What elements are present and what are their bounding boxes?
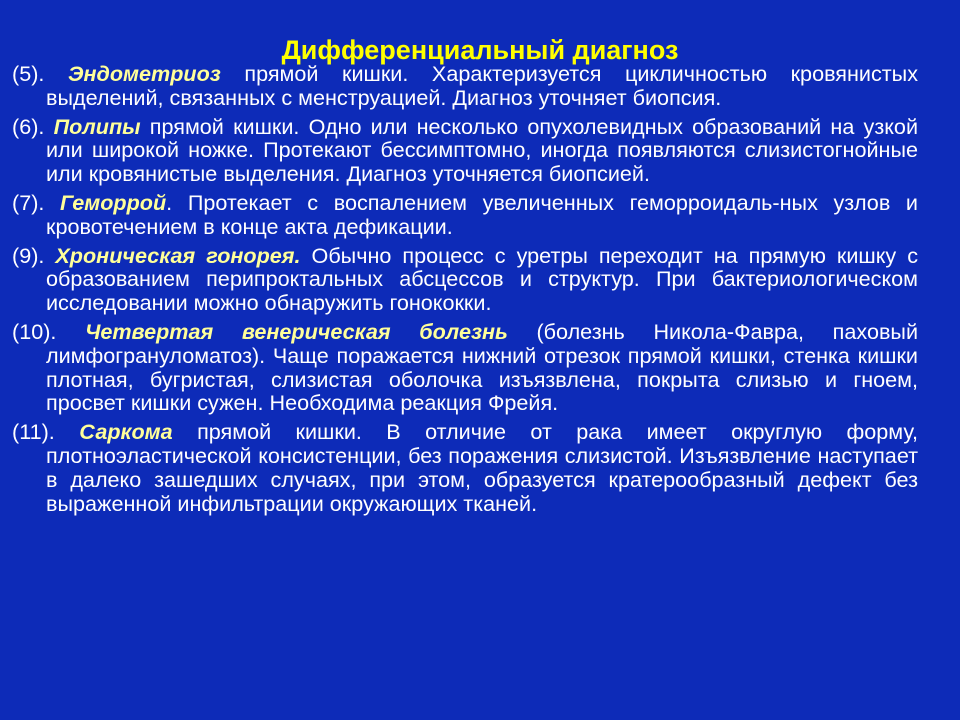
item-term: Геморрой	[60, 189, 167, 215]
item-term: Саркома	[79, 419, 173, 445]
item-text: прямой кишки. В отличие от рака имеет округлую форму, плотноэластической консистенции, без поражения слизистой. Изъязвление наступает в далеко зашедших случаях, при этом, образуется кратерообразный дефект без выраженной инфильтрации окружающих тканей.	[46, 419, 918, 516]
item-number: (11).	[12, 419, 55, 445]
item-number: (5).	[12, 61, 45, 86]
item-text: прямой кишки. Характеризуется цикличностью кровянистых выделений, связанных с менструацией. Диагноз уточняет биопсия.	[46, 61, 918, 110]
item-term: Хроническая гонорея.	[55, 242, 301, 268]
list-item-polyps	[12, 115, 918, 186]
list-item-fourth-venereal	[12, 320, 918, 415]
list-item-gonorrhea	[12, 244, 918, 315]
item-text: Обычно процесс с уретры переходит на прямую кишку с образованием перипроктальных абсцессов и структур. При бактериологическом исследовании можно обнаружить гонококки.	[46, 242, 918, 316]
slide-content	[12, 62, 918, 520]
item-term: Четвертая венерическая болезнь	[85, 318, 508, 344]
item-text: . Протекает с воспалением увеличенных геморроидаль-ных узлов и кровотечением в конце акта дефикации.	[46, 189, 918, 239]
list-item-hemorrhoids	[12, 191, 918, 239]
item-number: (9).	[12, 242, 45, 268]
item-text: прямой кишки. Одно или несколько опухолевидных образований на узкой или широкой ножке. Протекают бессимптомно, иногда появляются слизистогнойные или кровянистые выделения. Диагноз уточняется биопсией.	[46, 113, 919, 187]
list-item-sarcoma	[12, 420, 918, 515]
item-number: (7).	[12, 189, 45, 215]
list-item-endometriosis	[12, 62, 918, 110]
item-term: Эндометриоз	[67, 61, 221, 86]
item-term: Полипы	[53, 113, 141, 139]
item-number: (10).	[12, 318, 57, 344]
item-number: (6).	[12, 113, 45, 139]
slide-title: Дифференциальный диагноз	[281, 35, 679, 65]
item-text: (болезнь Никола-Фавра, паховый лимфогрануломатоз). Чаще поражается нижний отрезок прямой кишки, стенка кишки плотная, бугристая, слизистая оболочка изъязвлена, покрыта слизью и гноем, просвет кишки сужен. Необходима реакция Фрейя.	[46, 318, 919, 416]
